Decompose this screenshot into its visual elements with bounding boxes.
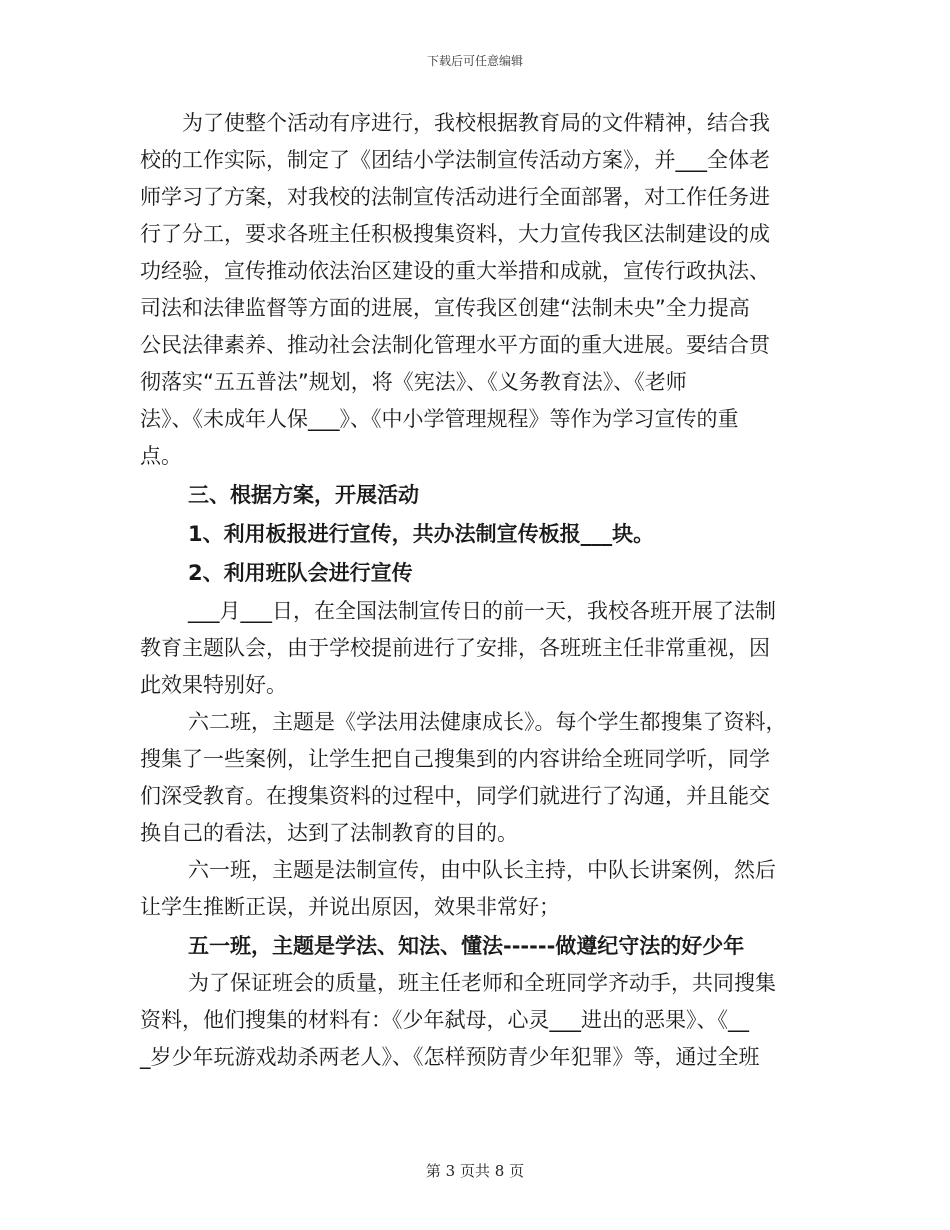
page-header: 下载后可任意编辑: [426, 54, 523, 68]
text-line: 司法和法律监督等方面的进展，宣传我区创建“法制未央”全力提高: [140, 296, 750, 320]
text-line: 六一班，主题是法制宣传，由中队长主持，中队长讲案例，然后: [188, 858, 776, 882]
text-line: 为了保证班会的质量，班主任老师和全班同学齐动手，共同搜集: [188, 971, 776, 995]
text-line: 公民法律素养、推动社会法制化管理水平方面的重大进展。要结合贯: [140, 333, 770, 357]
subsection-heading: 五一班，主题是学法、知法、懂法------做遵纪守法的好少年: [188, 934, 745, 958]
text-line: 六二班，主题是《学法用法健康成长》。每个学生都搜集了资料，: [188, 710, 787, 734]
subsection-heading: 1、利用板报进行宣传，共办法制宣传板报___块。: [188, 522, 655, 546]
subsection-heading: 2、利用班队会进行宣传: [188, 561, 413, 585]
text-line: 让学生推断正误，并说出原因，效果非常好；: [140, 895, 560, 919]
text-line: 为了使整个活动有序进行，我校根据教育局的文件精神，结合我: [182, 111, 770, 135]
text-line: 搜集了一些案例，让学生把自己搜集到的内容讲给全班同学听，同学: [140, 747, 770, 771]
text-line: _岁少年玩游戏劫杀两老人》、《怎样预防青少年犯罪》等，通过全班: [140, 1045, 760, 1069]
text-line: 彻落实“五五普法”规划，将《宪法》、《义务教育法》、《老师: [140, 370, 687, 394]
section-heading: 三、根据方案，开展活动: [188, 483, 419, 507]
text-line: 此效果特别好。: [140, 673, 287, 697]
text-line: 法》、《未成年人保___》、《中小学管理规程》等作为学习宣传的重: [140, 407, 739, 431]
text-line: 们深受教育。在搜集资料的过程中，同学们就进行了沟通，并且能交: [140, 784, 770, 808]
page-footer: 第 3 页共 8 页: [425, 1162, 525, 1180]
text-line: ___月___日，在全国法制宣传日的前一天，我校各班开展了法制: [188, 599, 776, 623]
text-line: 功经验，宣传推动依法治区建设的重大举措和成就，宣传行政执法、: [140, 259, 770, 283]
text-line: 教育主题队会，由于学校提前进行了安排，各班班主任非常重视，因: [140, 636, 770, 660]
text-line: 师学习了方案，对我校的法制宣传活动进行全面部署，对工作任务进: [140, 185, 770, 209]
text-line: 行了分工，要求各班主任积极搜集资料，大力宣传我区法制建设的成: [140, 222, 770, 246]
text-line: 换自己的看法，达到了法制教育的目的。: [140, 821, 518, 845]
text-line: 校的工作实际，制定了《团结小学法制宣传活动方案》，并___全体老: [140, 148, 770, 172]
text-line: 点。: [140, 444, 182, 468]
text-line: 资料，他们搜集的材料有：《少年弑母，心灵___进出的恶果》、《__: [140, 1008, 749, 1032]
